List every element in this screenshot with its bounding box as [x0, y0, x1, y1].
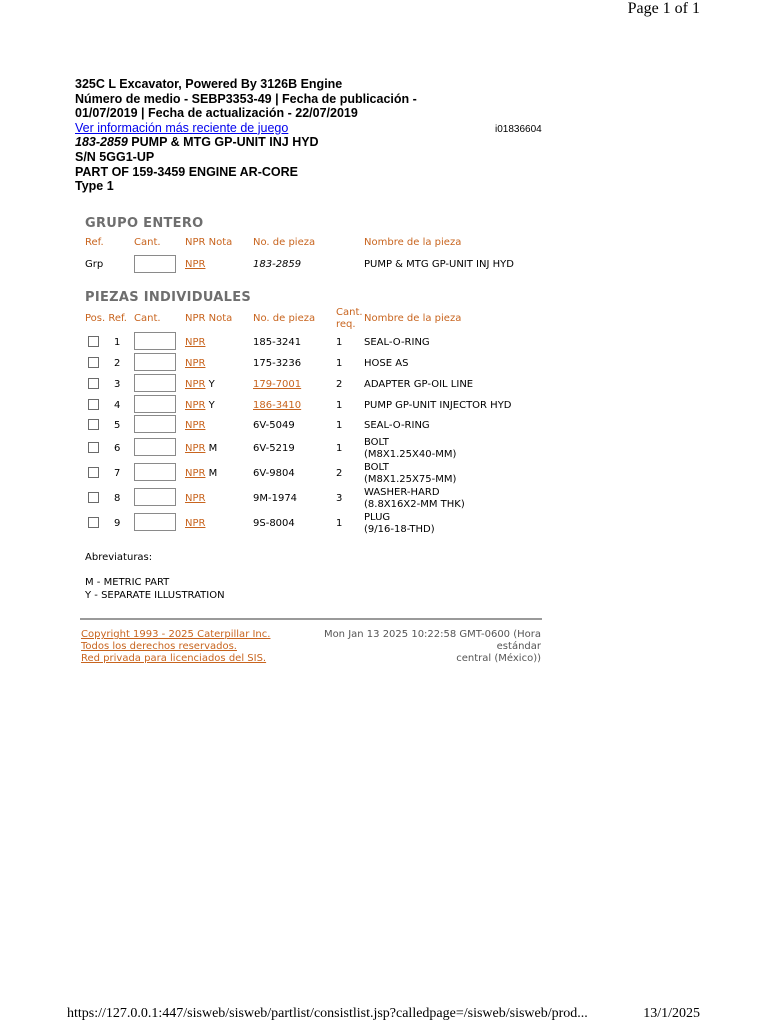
row-part-name-line-1: BOLT — [364, 462, 389, 473]
copyright-block — [81, 629, 270, 665]
row-part-name-line-1: BOLT — [364, 437, 389, 448]
timestamp-line-1: Mon Jan 13 2025 10:22:58 GMT-0600 (Hora estándar — [323, 629, 541, 652]
part-of-line: PART OF 159-3459 ENGINE AR-CORE — [75, 164, 298, 179]
row-pos: 5 — [114, 420, 121, 431]
serial-number: S/N 5GG1-UP — [75, 149, 155, 164]
col-npr-nota: NPR Nota — [185, 237, 233, 248]
row-quantity-input[interactable] — [134, 488, 176, 506]
row-select-checkbox[interactable] — [88, 467, 99, 478]
row-part-number-link[interactable]: 179-7001 — [253, 379, 302, 390]
row-pos: 3 — [114, 379, 121, 390]
row-part-number: 9M-1974 — [253, 493, 298, 504]
row-select-checkbox[interactable] — [88, 492, 99, 503]
abbreviations-label: Abreviaturas: — [85, 552, 153, 563]
grupo-entero-title: GRUPO ENTERO — [85, 216, 204, 231]
network-link[interactable]: Red privada para licenciados del SIS. — [81, 653, 267, 664]
row-part-name — [364, 420, 430, 432]
row-npr-link[interactable]: NPR — [185, 420, 206, 431]
row-part-name — [364, 337, 430, 349]
abbreviation-m: M - METRIC PART — [85, 577, 170, 588]
col-no-pieza: No. de pieza — [253, 237, 316, 248]
part-heading — [75, 135, 555, 150]
row-part-name-line-2: (8.8X16X2-MM THK) — [364, 499, 465, 510]
grupo-part-name: PUMP & MTG GP-UNIT INJ HYD — [364, 259, 514, 270]
copyright-link[interactable]: Copyright 1993 - 2025 Caterpillar Inc. — [81, 629, 271, 640]
row-quantity-input[interactable] — [134, 353, 176, 371]
row-pos: 4 — [114, 400, 121, 411]
page-url: https://127.0.0.1:447/sisweb/sisweb/partlist/consistlist.jsp?calledpage=/sisweb/sisweb/prod... — [67, 1006, 588, 1021]
row-nota: Y — [208, 400, 215, 411]
row-quantity-input[interactable] — [134, 513, 176, 531]
abbreviations — [85, 551, 225, 602]
row-part-name — [364, 379, 473, 391]
row-cant-req: 1 — [336, 420, 343, 431]
row-part-name — [364, 512, 435, 536]
col-cant-req-bottom: req. — [336, 319, 356, 330]
row-quantity-input[interactable] — [134, 415, 176, 433]
media-number-line: Número de medio - SEBP3353-49 | Fecha de publicación - — [75, 91, 417, 106]
row-part-number: 6V-5049 — [253, 420, 295, 431]
row-part-name-line-1: HOSE AS — [364, 358, 409, 369]
row-quantity-input[interactable] — [134, 463, 176, 481]
row-select-checkbox[interactable] — [88, 357, 99, 368]
row-part-name-line-1: WASHER-HARD — [364, 487, 440, 498]
row-pos: 8 — [114, 493, 121, 504]
row-part-name-line-2: (9/16-18-THD) — [364, 524, 435, 535]
col-nombre: Nombre de la pieza — [364, 313, 462, 324]
row-select-checkbox[interactable] — [88, 442, 99, 453]
row-select-checkbox[interactable] — [88, 399, 99, 410]
row-quantity-input[interactable] — [134, 438, 176, 456]
row-nota: M — [208, 468, 218, 479]
latest-info-link[interactable]: Ver información más reciente de juego — [75, 120, 289, 135]
dates-line: 01/07/2019 | Fecha de actualización - 22/07/2019 — [75, 106, 358, 121]
row-pos: 2 — [114, 358, 121, 369]
timestamp — [283, 629, 541, 665]
col-no-pieza: No. de pieza — [253, 313, 316, 324]
col-npr-nota: NPR Nota — [185, 313, 233, 324]
row-cant-req: 2 — [336, 468, 343, 479]
row-part-name-line-1: SEAL-O-RING — [364, 420, 430, 431]
group-part-title: PUMP & MTG GP-UNIT INJ HYD — [127, 135, 319, 150]
row-npr-link[interactable]: NPR — [185, 468, 206, 479]
row-npr-link[interactable]: NPR — [185, 518, 206, 529]
page-number: Page 1 of 1 — [627, 0, 700, 17]
row-part-number: 9S-8004 — [253, 518, 295, 529]
row-select-checkbox[interactable] — [88, 419, 99, 430]
image-id: i01836604 — [495, 124, 542, 135]
row-part-name — [364, 462, 456, 486]
rights-link[interactable]: Todos los derechos reservados. — [81, 641, 237, 652]
group-part-number: 183-2859 — [75, 135, 128, 150]
row-part-name — [364, 400, 512, 412]
row-part-number: 6V-5219 — [253, 443, 295, 454]
row-cant-req: 3 — [336, 493, 343, 504]
col-cant: Cant. — [134, 313, 161, 324]
row-pos: 7 — [114, 468, 121, 479]
col-cant-req-top: Cant. — [336, 307, 363, 318]
row-select-checkbox[interactable] — [88, 336, 99, 347]
row-cant-req: 1 — [336, 337, 343, 348]
row-cant-req: 1 — [336, 358, 343, 369]
row-select-checkbox[interactable] — [88, 517, 99, 528]
row-cant-req: 1 — [336, 518, 343, 529]
document-header — [75, 77, 555, 194]
row-quantity-input[interactable] — [134, 374, 176, 392]
row-pos: 9 — [114, 518, 121, 529]
row-select-checkbox[interactable] — [88, 378, 99, 389]
row-nota: Y — [208, 379, 215, 390]
row-quantity-input[interactable] — [134, 395, 176, 413]
row-cant-req: 2 — [336, 379, 343, 390]
row-part-name-line-1: PUMP GP-UNIT INJECTOR HYD — [364, 400, 512, 411]
print-date: 13/1/2025 — [643, 1006, 700, 1021]
row-npr-link[interactable]: NPR — [185, 358, 206, 369]
row-npr-link[interactable]: NPR — [185, 400, 206, 411]
col-ref: Ref. — [85, 237, 104, 248]
row-part-name — [364, 358, 408, 370]
row-part-name-line-1: PLUG — [364, 512, 391, 523]
row-cant-req: 1 — [336, 400, 343, 411]
grupo-npr-link[interactable]: NPR — [185, 259, 206, 270]
row-npr-link[interactable]: NPR — [185, 337, 206, 348]
row-part-number-link[interactable]: 186-3410 — [253, 400, 302, 411]
timestamp-line-2: central (México)) — [456, 653, 541, 664]
row-part-name-line-1: SEAL-O-RING — [364, 337, 430, 348]
col-pos-ref: Pos. Ref. — [85, 313, 127, 324]
row-part-name-line-2: (M8X1.25X40-MM) — [364, 449, 457, 460]
abbreviation-y: Y - SEPARATE ILLUSTRATION — [85, 590, 225, 601]
row-part-number: 175-3236 — [253, 358, 302, 369]
row-pos: 1 — [114, 337, 121, 348]
row-cant-req: 1 — [336, 443, 343, 454]
row-pos: 6 — [114, 443, 121, 454]
col-nombre: Nombre de la pieza — [364, 237, 462, 248]
row-part-name — [364, 487, 465, 511]
grupo-part-number: 183-2859 — [253, 259, 302, 270]
row-npr-link[interactable]: NPR — [185, 493, 206, 504]
row-part-number: 185-3241 — [253, 337, 302, 348]
row-quantity-input[interactable] — [134, 332, 176, 350]
row-part-number: 6V-9804 — [253, 468, 295, 479]
grupo-quantity-input[interactable] — [134, 255, 176, 273]
grupo-ref: Grp — [85, 259, 104, 270]
row-part-name-line-2: (M8X1.25X75-MM) — [364, 474, 457, 485]
model-title: 325C L Excavator, Powered By 3126B Engine — [75, 77, 343, 91]
row-npr-link[interactable]: NPR — [185, 379, 206, 390]
piezas-individuales-title: PIEZAS INDIVIDUALES — [85, 290, 252, 305]
row-part-name-line-1: ADAPTER GP-OIL LINE — [364, 379, 474, 390]
row-nota: M — [208, 443, 218, 454]
row-part-name — [364, 437, 456, 461]
col-cant: Cant. — [134, 237, 161, 248]
row-npr-link[interactable]: NPR — [185, 443, 206, 454]
type-line: Type 1 — [75, 179, 114, 194]
divider — [80, 618, 542, 620]
